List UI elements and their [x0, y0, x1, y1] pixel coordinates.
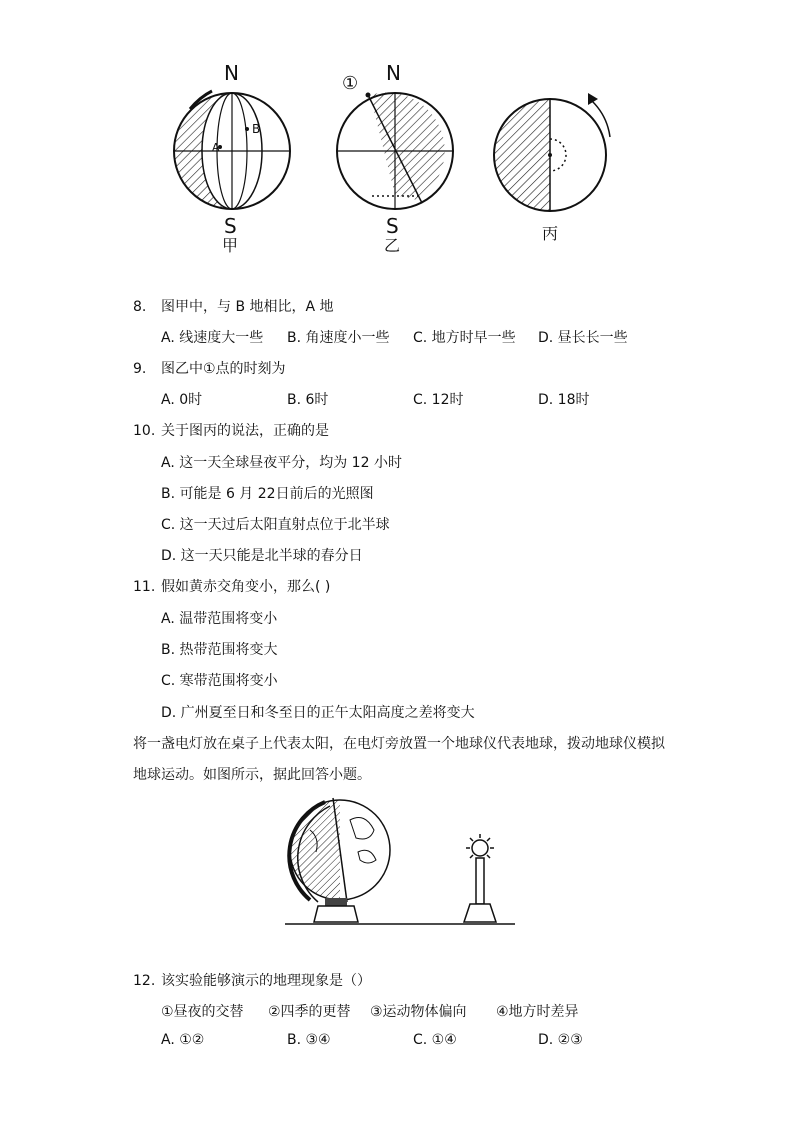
- q11-option-c: C. 寒带范围将变小: [161, 673, 278, 689]
- yi-south-label: S: [386, 214, 399, 238]
- jia-point-a: A: [212, 141, 220, 154]
- figure-jia: [174, 61, 290, 255]
- q12-option-b: B. ③④: [287, 1032, 331, 1048]
- q9-option-b: B. 6时: [287, 392, 329, 408]
- q8-option-b: B. 角速度小一些: [287, 330, 390, 346]
- bing-figure-label: 丙: [542, 224, 559, 243]
- q9-option-c: C. 12时: [413, 392, 464, 408]
- jia-north-label: N: [224, 61, 239, 85]
- q12-option-d: D. ②③: [538, 1032, 583, 1048]
- earth-illumination-figures: [160, 55, 640, 255]
- q9-option-a: A. 0时: [161, 392, 203, 408]
- question-12: 12. 该实验能够演示的地理现象是（）: [133, 973, 371, 989]
- jia-point-b: B: [252, 122, 261, 136]
- q12-option-a: A. ①②: [161, 1032, 205, 1048]
- passage-line-2: 地球运动。如图所示，据此回答小题。: [133, 767, 371, 783]
- question-10: 10. 关于图丙的说法，正确的是: [133, 423, 329, 439]
- q9-option-d: D. 18时: [538, 392, 590, 408]
- question-8: 8. 图甲中，与 B 地相比，A 地: [133, 299, 334, 315]
- q10-option-c: C. 这一天过后太阳直射点位于北半球: [161, 517, 390, 533]
- passage-line-1: 将一盏电灯放在桌子上代表太阳，在电灯旁放置一个地球仪代表地球，拨动地球仪模拟: [133, 736, 665, 752]
- q8-option-a: A. 线速度大一些: [161, 330, 264, 346]
- yi-marker: ①: [342, 73, 359, 94]
- q11-option-b: B. 热带范围将变大: [161, 642, 278, 658]
- q12-item-3: ③运动物体偏向: [370, 1004, 467, 1020]
- yi-figure-label: 乙: [384, 236, 401, 255]
- question-9: 9. 图乙中①点的时刻为: [133, 361, 286, 377]
- jia-south-label: S: [224, 214, 237, 238]
- q12-item-4: ④地方时差异: [496, 1004, 579, 1020]
- q8-option-d: D. 昼长长一些: [538, 330, 628, 346]
- q12-item-2: ②四季的更替: [268, 1004, 351, 1020]
- q10-option-a: A. 这一天全球昼夜平分，均为 12 小时: [161, 455, 402, 471]
- q11-option-a: A. 温带范围将变小: [161, 611, 278, 627]
- q10-option-b: B. 可能是 6 月 22日前后的光照图: [161, 486, 374, 502]
- figure-yi: [337, 61, 453, 255]
- q10-option-d: D. 这一天只能是北半球的春分日: [161, 548, 363, 564]
- question-11: 11. 假如黄赤交角变小，那么( ): [133, 579, 331, 595]
- jia-figure-label: 甲: [222, 236, 239, 255]
- yi-north-label: N: [386, 61, 401, 85]
- globe-lamp-figure: [270, 790, 520, 935]
- q11-option-d: D. 广州夏至日和冬至日的正午太阳高度之差将变大: [161, 705, 475, 721]
- figure-bing: [494, 93, 610, 243]
- q12-option-c: C. ①④: [413, 1032, 457, 1048]
- q12-item-1: ①昼夜的交替: [161, 1004, 244, 1020]
- q8-option-c: C. 地方时早一些: [413, 330, 516, 346]
